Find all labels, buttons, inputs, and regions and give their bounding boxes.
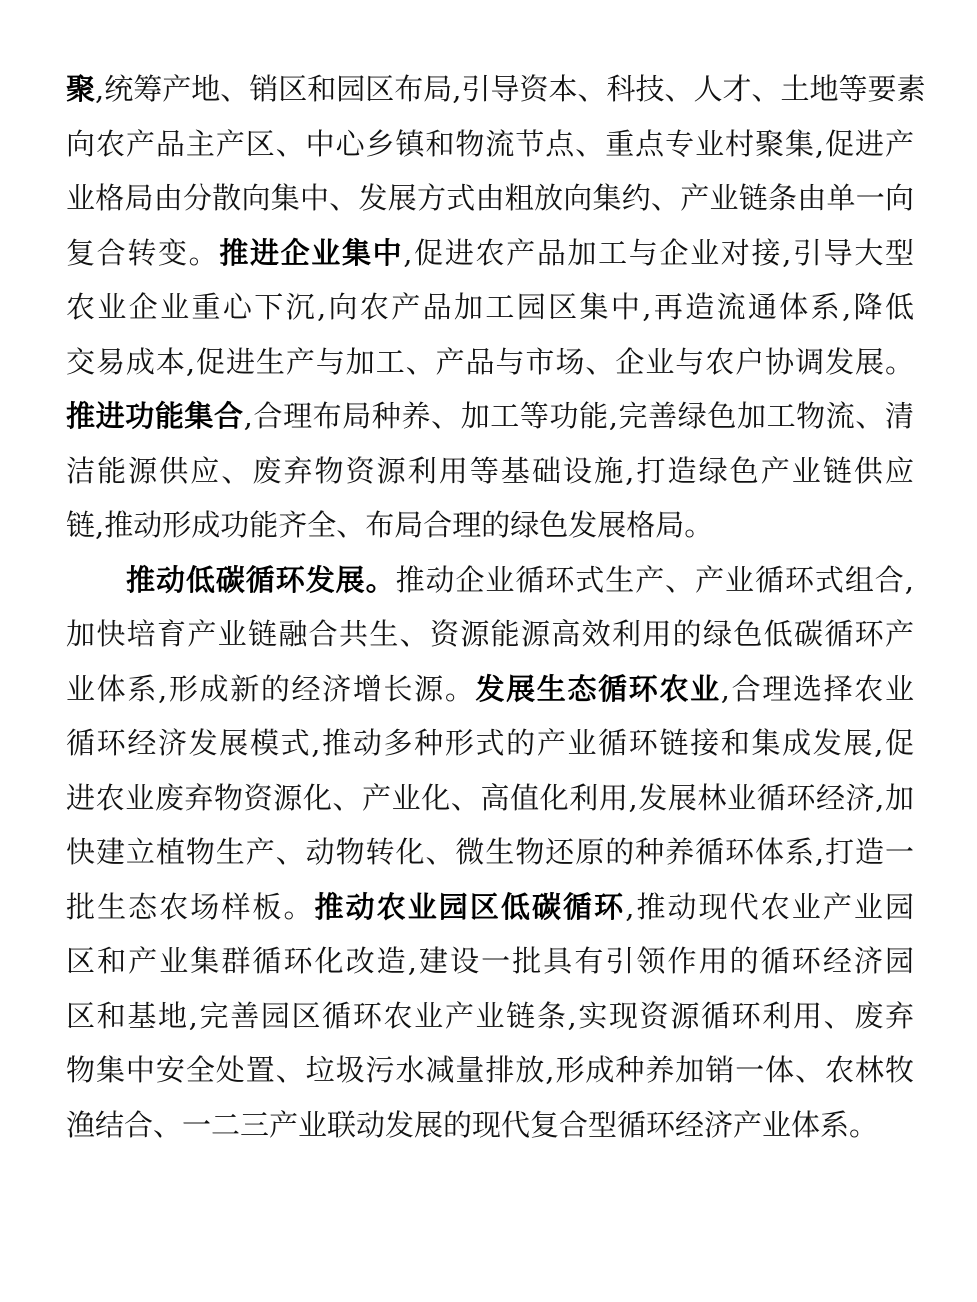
body-text: 向农产品主产区、中心乡镇和物流节点、重点专业村聚集,促进产: [66, 126, 914, 161]
body-text: 区和产业集群循环化改造,建设一批具有引领作用的循环经济园: [66, 944, 914, 978]
bold-heading-text: 推进企业集中: [219, 235, 404, 270]
body-text: ,合理选择农业: [720, 671, 914, 706]
bold-heading-text: 推动低碳循环发展。: [126, 562, 396, 597]
text-line: [66, 444, 914, 499]
bold-heading-text: 推动农业园区低碳循环: [314, 889, 626, 924]
body-text: 交易成本,促进生产与加工、产品与市场、企业与农户协调发展。: [66, 344, 914, 379]
document-body: [66, 62, 926, 1152]
body-text: 区和基地,完善园区循环农业产业链条,实现资源循环利用、废弃: [66, 998, 914, 1033]
body-text: 业体系,形成新的经济增长源。: [66, 671, 476, 706]
text-line: [66, 716, 914, 771]
document-page: [66, 62, 926, 1152]
text-line: [66, 880, 914, 935]
text-line: [66, 498, 914, 553]
text-line: [66, 335, 914, 390]
body-text: 农业企业重心下沉,向农产品加工园区集中,再造流通体系,降低: [66, 290, 914, 324]
body-text: 复合转变。: [66, 235, 220, 270]
body-text: ,推动现代农业产业园: [625, 889, 914, 924]
text-line: [66, 62, 926, 117]
body-text: 渔结合、一二三产业联动发展的现代复合型循环经济产业体系。: [66, 1107, 879, 1142]
body-text: 进农业废弃物资源化、产业化、高值化利用,发展林业循环经济,加: [66, 780, 914, 815]
text-line: [66, 825, 914, 880]
bold-heading-text: 聚: [66, 72, 96, 106]
text-line: [66, 771, 914, 826]
bold-heading-text: 发展生态循环农业: [475, 671, 721, 706]
text-line: [66, 989, 914, 1044]
text-line: [66, 662, 914, 717]
text-line: [66, 1043, 914, 1098]
body-text: 快建立植物生产、动物转化、微生物还原的种养循环体系,打造一: [66, 835, 914, 869]
text-line: [66, 553, 914, 608]
body-text: 推动企业循环式生产、产业循环式组合,: [395, 562, 914, 597]
text-line: [66, 389, 914, 444]
text-line: [66, 1098, 914, 1153]
text-line: [66, 280, 914, 335]
body-text: 循环经济发展模式,推动多种形式的产业循环链接和集成发展,促: [66, 726, 914, 760]
body-text: 洁能源供应、废弃物资源利用等基础设施,打造绿色产业链供应: [66, 453, 914, 488]
bold-heading-text: 推进功能集合: [66, 399, 244, 433]
body-text: 物集中安全处置、垃圾污水减量排放,形成种养加销一体、农林牧: [66, 1053, 914, 1087]
text-line: [66, 934, 914, 989]
text-line: [66, 171, 914, 226]
body-text: 加快培育产业链融合共生、资源能源高效利用的绿色低碳循环产: [66, 617, 914, 651]
body-text: 链,推动形成功能齐全、布局合理的绿色发展格局。: [66, 508, 714, 542]
body-text: ,合理布局种养、加工等功能,完善绿色加工物流、清: [243, 399, 914, 433]
text-line: [66, 117, 914, 172]
body-text: 业格局由分散向集中、发展方式由粗放向集约、产业链条由单一向: [66, 181, 914, 215]
body-text: ,统筹产地、销区和园区布局,引导资本、科技、人才、土地等要素: [95, 72, 926, 106]
text-line: [66, 226, 914, 281]
body-text: ,促进农产品加工与企业对接,引导大型: [403, 235, 914, 270]
body-text: 批生态农场样板。: [66, 889, 315, 924]
text-line: [66, 607, 914, 662]
